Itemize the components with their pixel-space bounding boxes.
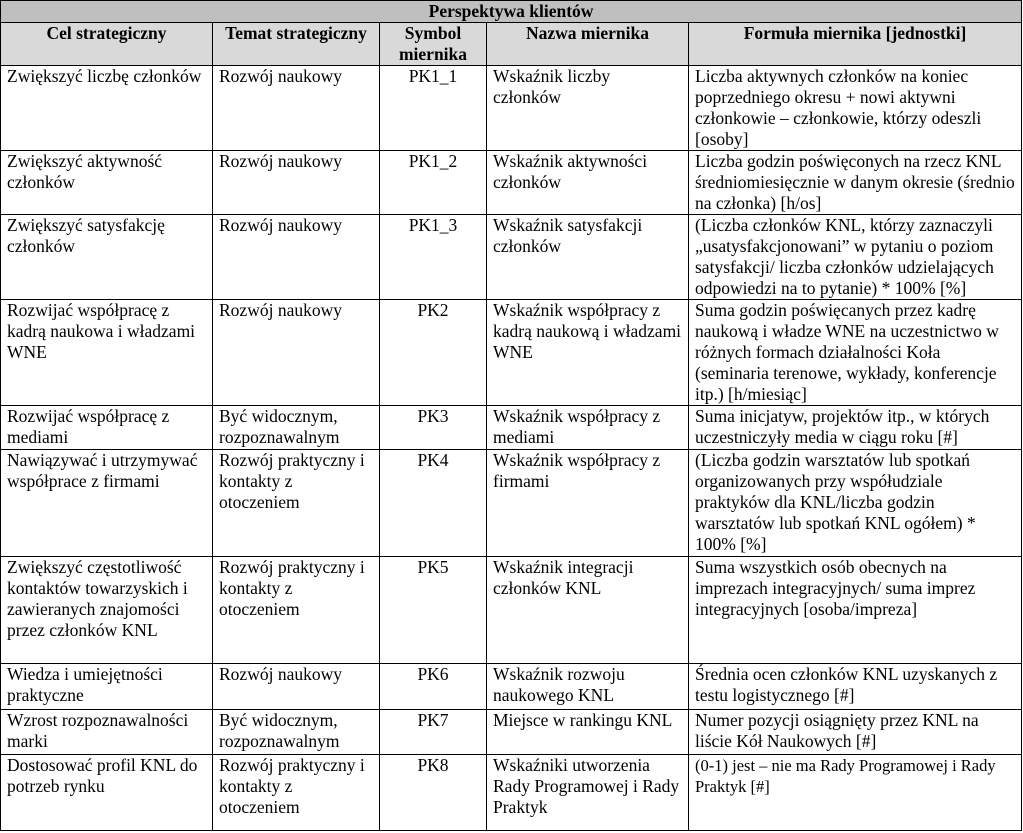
theme-cell: Rozwój naukowy: [213, 215, 380, 300]
symbol-cell: PK1_3: [380, 215, 487, 300]
formula-cell: Numer pozycji osiągnięty przez KNL na liście Kół Naukowych [#]: [689, 709, 1022, 754]
measure-name-cell: Wskaźnik integracji członków KNL: [487, 556, 689, 663]
theme-cell: Rozwój praktyczny i kontakty z otoczeniem: [213, 450, 380, 556]
symbol-cell: PK6: [380, 663, 487, 709]
theme-cell: Rozwój naukowy: [213, 663, 380, 709]
formula-cell: (Liczba godzin warsztatów lub spotkań organizowanych przy współudziale praktyków dla KNL/liczba godzin warsztatów lub spotkań KNL ogółem) * 100% [%]: [689, 450, 1022, 556]
formula-cell: (0-1) jest – nie ma Rady Programowej i Rady Praktyk [#]: [689, 754, 1022, 830]
formula-cell: Średnia ocen członków KNL uzyskanych z testu logistycznego [#]: [689, 663, 1022, 709]
theme-cell: Rozwój naukowy: [213, 66, 380, 151]
goal-cell: Zwiększyć liczbę członków: [1, 66, 213, 151]
table-title-row: [1, 1, 1022, 23]
measure-name-cell: Miejsce w rankingu KNL: [487, 709, 689, 754]
theme-cell: Rozwój naukowy: [213, 151, 380, 215]
measure-name-cell: Wskaźniki utworzenia Rady Programowej i Rady Praktyk: [487, 754, 689, 830]
theme-cell: Być widocznym, rozpoznawalnym: [213, 406, 380, 450]
formula-cell: Suma godzin poświęcanych przez kadrę naukową i władze WNE na uczestnictwo w różnych formach działalności Koła (seminaria terenowe, wykłady, konferencje itp.) [h/miesiąc]: [689, 300, 1022, 406]
measure-name-cell: Wskaźnik współpracy z firmami: [487, 450, 689, 556]
table-row: [1, 709, 1022, 754]
measure-name-cell: Wskaźnik liczby członków: [487, 66, 689, 151]
column-header-symbol: Symbol miernika: [380, 23, 487, 66]
theme-cell: Rozwój praktyczny i kontakty z otoczeniem: [213, 754, 380, 830]
table-row: [1, 556, 1022, 663]
goal-cell: Zwiększyć aktywność członków: [1, 151, 213, 215]
measure-name-cell: Wskaźnik współpracy z kadrą naukową i władzami WNE: [487, 300, 689, 406]
theme-cell: Rozwój naukowy: [213, 300, 380, 406]
column-header-name: Nazwa miernika: [487, 23, 689, 66]
table-row: [1, 754, 1022, 830]
table-row: [1, 300, 1022, 406]
goal-cell: Wzrost rozpoznawalności marki: [1, 709, 213, 754]
goal-cell: Zwiększyć satysfakcję członków: [1, 215, 213, 300]
formula-cell: Liczba aktywnych członków na koniec poprzedniego okresu + nowi aktywni członkowie – członkowie, którzy odeszli [osoby]: [689, 66, 1022, 151]
symbol-cell: PK1_2: [380, 151, 487, 215]
symbol-cell: PK1_1: [380, 66, 487, 151]
goal-cell: Wiedza i umiejętności praktyczne: [1, 663, 213, 709]
symbol-cell: PK8: [380, 754, 487, 830]
goal-cell: Zwiększyć częstotliwość kontaktów towarzyskich i zawieranych znajomości przez członków KNL: [1, 556, 213, 663]
goal-cell: Dostosować profil KNL do potrzeb rynku: [1, 754, 213, 830]
goal-cell: Nawiązywać i utrzymywać współprace z firmami: [1, 450, 213, 556]
symbol-cell: PK7: [380, 709, 487, 754]
theme-cell: Rozwój praktyczny i kontakty z otoczeniem: [213, 556, 380, 663]
column-header-goal: Cel strategiczny: [1, 23, 213, 66]
measure-name-cell: Wskaźnik rozwoju naukowego KNL: [487, 663, 689, 709]
formula-cell: Suma inicjatyw, projektów itp., w których uczestniczyły media w ciągu roku [#]: [689, 406, 1022, 450]
table-row: [1, 151, 1022, 215]
measure-name-cell: Wskaźnik współpracy z mediami: [487, 406, 689, 450]
formula-cell: (Liczba członków KNL, którzy zaznaczyli „usatysfakcjonowani” w pytaniu o poziom satysfakcji/ liczba członków udzielających odpowiedzi na to pytanie) * 100% [%]: [689, 215, 1022, 300]
table-header-row: [1, 23, 1022, 66]
formula-cell: Suma wszystkich osób obecnych na imprezach integracyjnych/ suma imprez integracyjnych [osoba/impreza]: [689, 556, 1022, 663]
table-title: Perspektywa klientów: [1, 1, 1022, 23]
measure-name-cell: Wskaźnik aktywności członków: [487, 151, 689, 215]
measure-name-cell: Wskaźnik satysfakcji członków: [487, 215, 689, 300]
column-header-formula: Formuła miernika [jednostki]: [689, 23, 1022, 66]
table-row: [1, 663, 1022, 709]
table-row: [1, 215, 1022, 300]
table-row: [1, 450, 1022, 556]
goal-cell: Rozwijać współpracę z kadrą naukowa i władzami WNE: [1, 300, 213, 406]
symbol-cell: PK2: [380, 300, 487, 406]
formula-cell: Liczba godzin poświęconych na rzecz KNL średniomiesięcznie w danym okresie (średnio na członka) [h/os]: [689, 151, 1022, 215]
theme-cell: Być widocznym, rozpoznawalnym: [213, 709, 380, 754]
symbol-cell: PK5: [380, 556, 487, 663]
symbol-cell: PK4: [380, 450, 487, 556]
column-header-theme: Temat strategiczny: [213, 23, 380, 66]
goal-cell: Rozwijać współpracę z mediami: [1, 406, 213, 450]
symbol-cell: PK3: [380, 406, 487, 450]
table-row: [1, 66, 1022, 151]
table-row: [1, 406, 1022, 450]
